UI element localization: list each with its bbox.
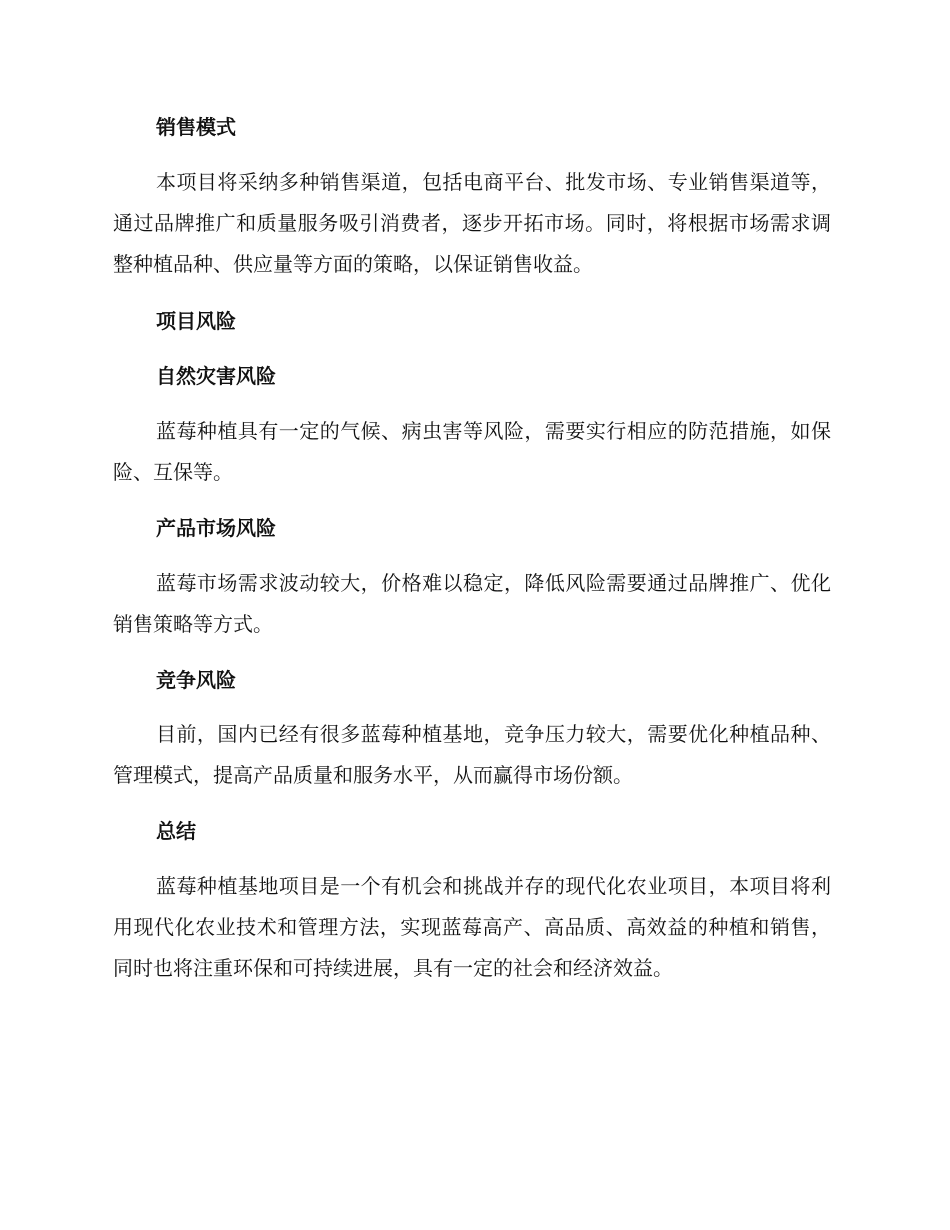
section-heading-market-risk: 产品市场风险 bbox=[156, 516, 276, 540]
paragraph-summary: 蓝莓种植基地项目是一个有机会和挑战并存的现代化农业项目，本项目将利用现代化农业技术和管理方法，实现蓝莓高产、高品质、高效益的种植和销售，同时也将注重环保和可持续进展，具有一定的社会和经济效益。 bbox=[113, 874, 831, 980]
section-heading-competition-risk: 竞争风险 bbox=[156, 668, 236, 692]
section-heading-natural-disaster-risk: 自然灾害风险 bbox=[156, 364, 276, 388]
paragraph-market-risk: 蓝莓市场需求波动较大，价格难以稳定，降低风险需要通过品牌推广、优化销售策略等方式。 bbox=[113, 571, 831, 636]
section-heading-sales-model: 销售模式 bbox=[156, 115, 236, 139]
paragraph-competition-risk: 目前，国内已经有很多蓝莓种植基地，竞争压力较大，需要优化种植品种、管理模式，提高产品质量和服务水平，从而赢得市场份额。 bbox=[113, 722, 831, 787]
section-heading-summary: 总结 bbox=[156, 819, 196, 843]
section-heading-project-risk: 项目风险 bbox=[156, 309, 236, 333]
paragraph-sales-model: 本项目将采纳多种销售渠道，包括电商平台、批发市场、专业销售渠道等，通过品牌推广和质量服务吸引消费者，逐步开拓市场。同时，将根据市场需求调整种植品种、供应量等方面的策略，以保证销售收益。 bbox=[113, 170, 831, 276]
paragraph-natural-disaster-risk: 蓝莓种植具有一定的气候、病虫害等风险，需要实行相应的防范措施，如保险、互保等。 bbox=[113, 419, 831, 484]
